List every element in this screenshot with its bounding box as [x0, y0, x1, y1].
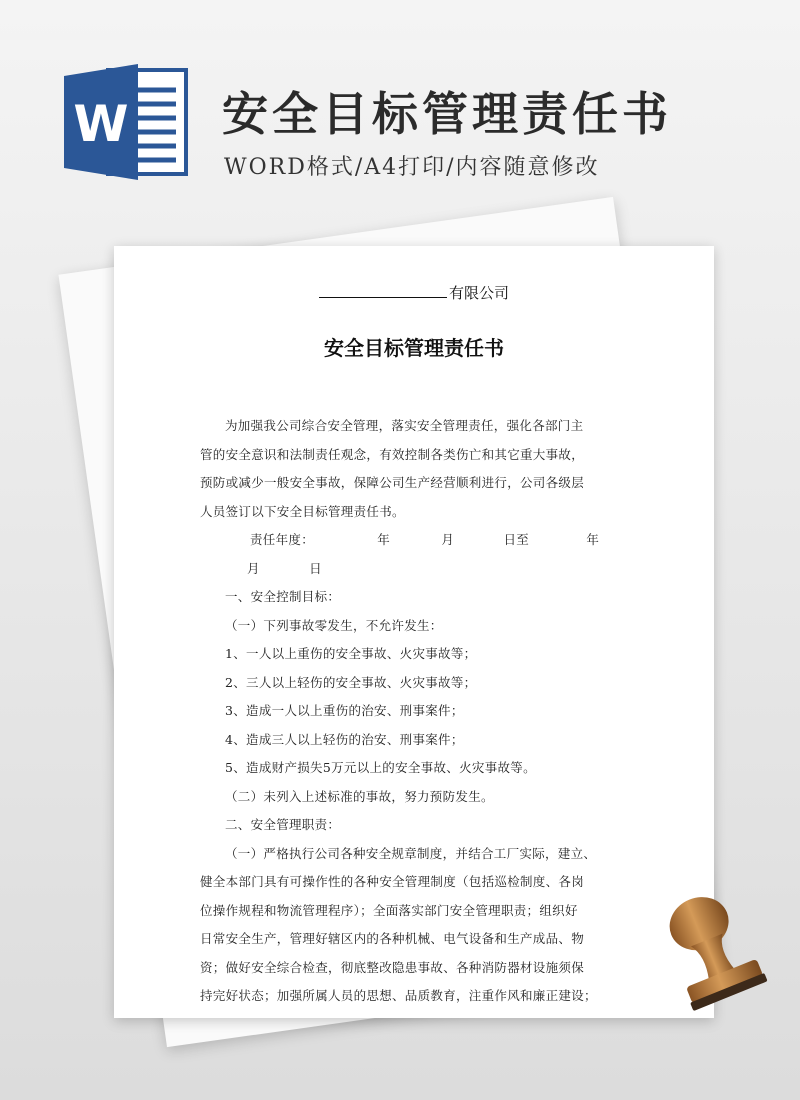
list-item: 5、造成财产损失5万元以上的安全事故、火灾事故等。 [225, 760, 536, 775]
intro-line: 为加强我公司综合安全管理，落实安全管理责任，强化各部门主 [225, 418, 584, 433]
company-suffix: 有限公司 [448, 284, 509, 302]
section-heading: 一、安全控制目标： [225, 589, 341, 604]
year-part: 日至 [503, 532, 530, 547]
document-title: 安全目标管理责任书 [324, 336, 504, 360]
year-part: 年 [377, 532, 391, 547]
year-label: 责任年度： [250, 532, 315, 547]
year-part: 月 [441, 532, 455, 547]
year-part: 年 [586, 532, 600, 547]
duty-line: 持完好状态；加强所属人员的思想、品质教育，注重作风和廉正建设； [200, 988, 597, 1003]
banner-title: 安全目标管理责任书 [222, 87, 672, 141]
company-line [114, 282, 714, 303]
list-item: 1、一人以上重伤的安全事故、火灾事故等； [225, 646, 477, 661]
responsibility-year [200, 526, 624, 583]
intro-line: 预防或减少一般安全事故，保障公司生产经营顺利进行，公司各级层 [200, 475, 585, 490]
intro-line: 人员签订以下安全目标管理责任书。 [200, 503, 405, 519]
word-doc-icon [62, 62, 192, 182]
duty-line: （一）严格执行公司各种安全规章制度，并结合工厂实际，建立、 [225, 845, 597, 861]
subsection-heading: （一）下列事故零发生，不允许发生： [225, 617, 443, 633]
section-heading: 二、安全管理职责： [225, 817, 341, 832]
list-item: 3、造成一人以上重伤的治安、刑事案件； [225, 703, 464, 718]
intro-line: 管的安全意识和法制责任观念，有效控制各类伤亡和其它重大事故， [200, 446, 585, 462]
subsection-heading: （二）未列入上述标准的事故，努力预防发生。 [225, 788, 494, 804]
company-name-blank [319, 283, 447, 298]
duty-line: 位操作规程和物流管理程序）；全面落实部门安全管理职责；组织好 [200, 902, 578, 918]
document-page [114, 246, 714, 1018]
year-part: 月 [247, 560, 260, 576]
duty-line: 健全本部门具有可操作性的各种安全管理制度（包括巡检制度、各岗 [200, 874, 585, 889]
word-icon-letter: W [73, 95, 129, 153]
duty-line: 资；做好安全综合检查，彻底整改隐患事故、各种消防器材设施须保 [200, 959, 585, 975]
year-part: 日 [309, 560, 322, 576]
list-item: 4、造成三人以上轻伤的治安、刑事案件； [225, 731, 464, 747]
banner-subtitle: WORD格式/A4打印/内容随意修改 [224, 155, 600, 180]
document-body [200, 412, 624, 1011]
list-item: 2、三人以上轻伤的安全事故、火灾事故等； [225, 674, 477, 690]
duty-line: 日常安全生产，管理好辖区内的各种机械、电气设备和生产成品、物 [200, 931, 585, 946]
wooden-stamp-icon [650, 880, 780, 1030]
